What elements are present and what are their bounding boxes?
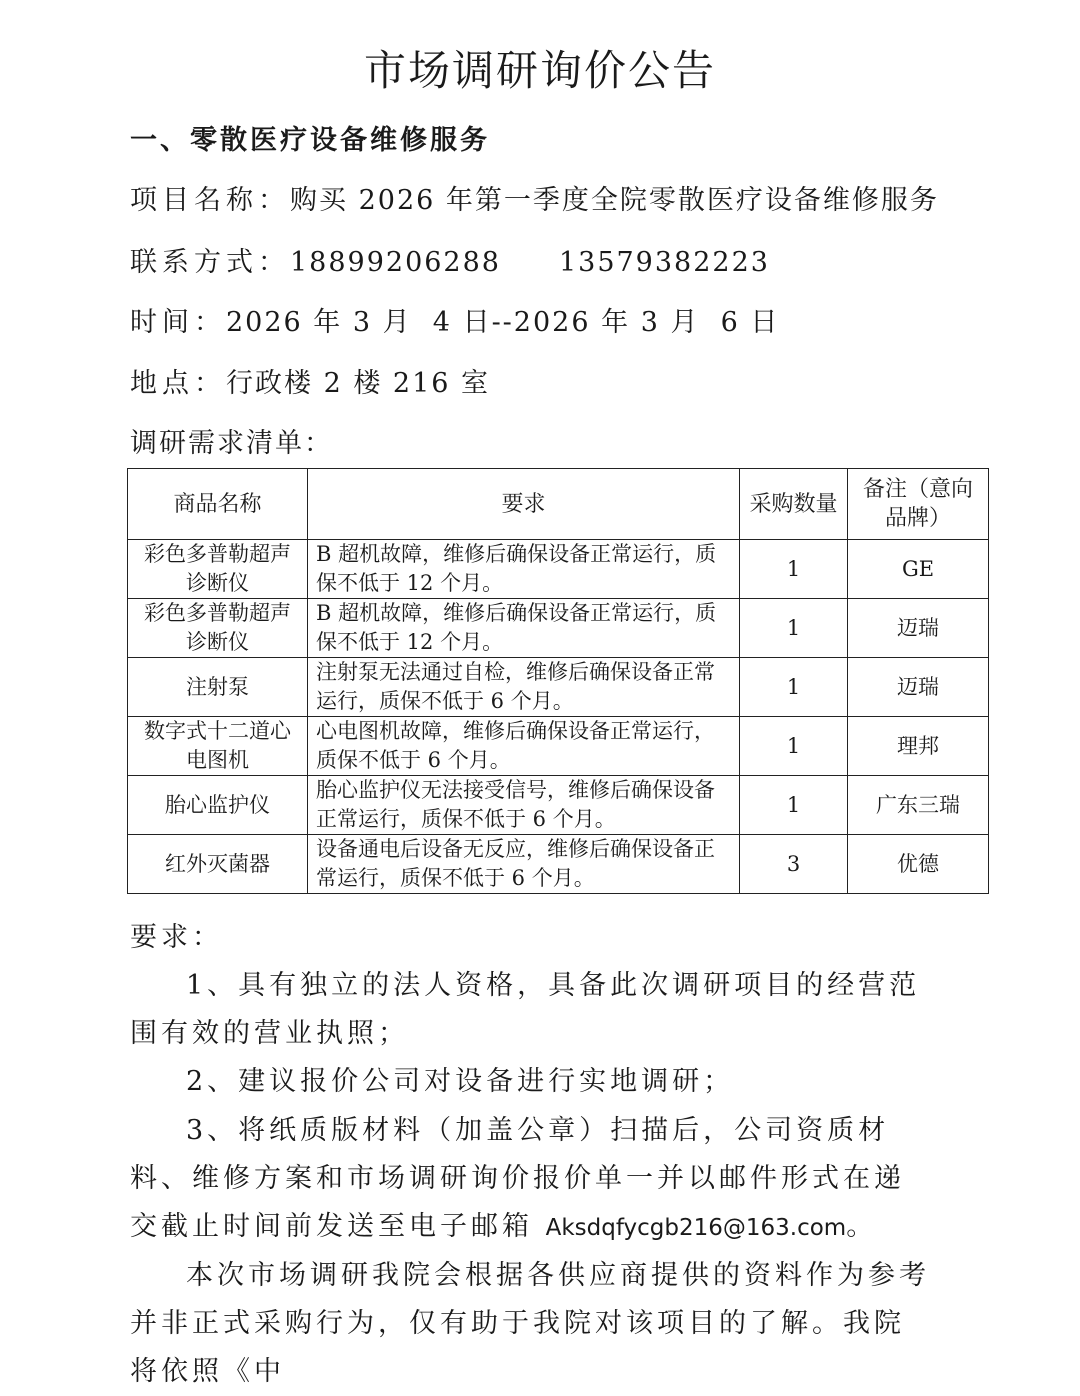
contact-line <box>130 240 770 279</box>
cell-quantity: 1 <box>740 717 848 776</box>
table-row <box>128 717 989 776</box>
cell-quantity: 1 <box>740 599 848 658</box>
requirement-item-2: 2、建议报价公司对设备进行实地调研； <box>186 1066 735 1097</box>
cell-note: 迈瑞 <box>848 658 989 717</box>
cell-note: 优德 <box>848 835 989 894</box>
cell-name: 彩色多普勒超声诊断仪 <box>128 540 308 599</box>
page-title: 市场调研询价公告 <box>363 46 716 95</box>
cell-quantity: 1 <box>740 658 848 717</box>
contact-phone-2: 13579382223 <box>558 247 770 278</box>
location-label: 地点： <box>130 368 226 399</box>
cell-requirement: 注射泵无法通过自检，维修后确保设备正常运行，质保不低于 6 个月。 <box>308 658 740 717</box>
time-label: 时间： <box>130 307 226 338</box>
time-value: 2026 年 3 月 4 日--2026 年 3 月 6 日 <box>226 307 780 338</box>
requirement-item-3-text: 3、将纸质版材料（加盖公章）扫描后，公司资质材料、维修方案和市场调研询价报价单一并以邮件形式在递交截止时间前发送至电子邮箱 <box>130 1115 905 1242</box>
list-label: 调研需求清单： <box>130 428 333 459</box>
cell-name: 胎心监护仪 <box>128 776 308 835</box>
table-row <box>128 540 989 599</box>
section-heading: 一、零散医疗设备维修服务 <box>130 125 490 156</box>
contact-phone-1: 18899206288 <box>290 247 501 278</box>
cell-requirement: 设备通电后设备无反应，维修后确保设备正常运行，质保不低于 6 个月。 <box>308 835 740 894</box>
cell-name: 注射泵 <box>128 658 308 717</box>
header-name: 商品名称 <box>128 469 308 540</box>
cell-note: GE <box>848 540 989 599</box>
cell-note: 迈瑞 <box>848 599 989 658</box>
table-header-row <box>128 469 989 540</box>
cell-requirement: B 超机故障，维修后确保设备正常运行，质保不低于 12 个月。 <box>308 599 740 658</box>
cell-quantity: 3 <box>740 835 848 894</box>
requirements-table <box>127 468 989 894</box>
cell-name: 数字式十二道心电图机 <box>128 717 308 776</box>
project-label: 项目名称： <box>130 185 290 216</box>
closing-paragraph: 本次市场调研我院会根据各供应商提供的资料作为参考并非正式采购行为，仅有助于我院对该项目的了解。我院将依照《中 <box>130 1260 930 1387</box>
project-value: 购买 2026 年第一季度全院零散医疗设备维修服务 <box>290 185 939 216</box>
cell-quantity: 1 <box>740 540 848 599</box>
table-row <box>128 835 989 894</box>
table-row <box>128 658 989 717</box>
cell-note: 理邦 <box>848 717 989 776</box>
header-note: 备注（意向品牌） <box>848 469 989 540</box>
cell-name: 彩色多普勒超声诊断仪 <box>128 599 308 658</box>
requirement-item-1: 1、具有独立的法人资格，具备此次调研项目的经营范围有效的营业执照； <box>130 970 921 1049</box>
contact-email: Aksdqfycgb216@163.com <box>545 1215 847 1241</box>
cell-note: 广东三瑞 <box>848 776 989 835</box>
header-quantity: 采购数量 <box>740 469 848 540</box>
table-row <box>128 776 989 835</box>
cell-quantity: 1 <box>740 776 848 835</box>
cell-requirement: B 超机故障，维修后确保设备正常运行，质保不低于 12 个月。 <box>308 540 740 599</box>
project-name-line <box>130 178 939 217</box>
requirement-item-3-end: 。 <box>846 1211 878 1242</box>
table-row <box>128 599 989 658</box>
cell-requirement: 胎心监护仪无法接受信号，维修后确保设备正常运行，质保不低于 6 个月。 <box>308 776 740 835</box>
cell-name: 红外灭菌器 <box>128 835 308 894</box>
time-line <box>130 300 779 339</box>
requirements-label: 要求： <box>130 922 223 953</box>
requirement-item-3 <box>130 1107 930 1252</box>
contact-label: 联系方式： <box>130 247 290 278</box>
location-value: 行政楼 2 楼 216 室 <box>226 368 491 399</box>
location-line <box>130 361 490 400</box>
header-requirement: 要求 <box>308 469 740 540</box>
cell-requirement: 心电图机故障，维修后确保设备正常运行，质保不低于 6 个月。 <box>308 717 740 776</box>
